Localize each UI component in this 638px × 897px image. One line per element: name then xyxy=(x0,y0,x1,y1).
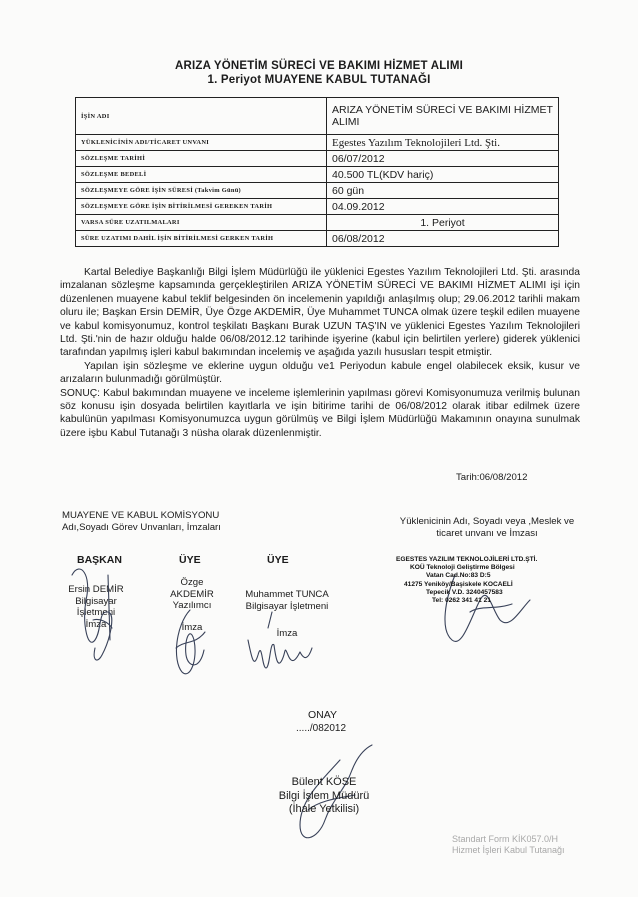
approval-date: ...../082012 xyxy=(296,723,347,734)
stamp-line: KOÜ Teknoloji Geliştirme Bölgesi xyxy=(410,564,515,572)
approval-label: ONAY xyxy=(308,709,337,721)
contractor-heading-line1: Yüklenicinin Adı, Soyadı veya ,Meslek ve xyxy=(399,516,575,527)
form-footer xyxy=(452,834,565,856)
company-stamp xyxy=(396,556,586,605)
sign-label: İmza xyxy=(276,628,298,639)
row-value: 60 gün xyxy=(327,183,559,199)
approver-title: Bilgi İşlem Müdürü xyxy=(278,789,370,802)
document-date: Tarih:06/08/2012 xyxy=(456,472,528,483)
member-title-2: İşletmeni xyxy=(76,607,116,618)
member-name: Özge xyxy=(180,577,204,588)
commission-subheading: Adı,Soyadı Görev Unvanları, İmzaları xyxy=(62,522,221,533)
row-value: 40.500 TL(KDV hariç) xyxy=(327,167,559,183)
row-key: SÖZLEŞME TARİHİ xyxy=(76,151,327,167)
document-title: ARIZA YÖNETİM SÜRECİ VE BAKIMI HİZMET ALIMI xyxy=(174,60,463,72)
member-title: Bilgisayar xyxy=(75,595,117,607)
row-value: 06/08/2012 xyxy=(327,231,559,247)
form-code: Standart Form KİK057.0/H xyxy=(452,834,559,844)
contractor-heading-line2: ticaret unvanı ve İmzası xyxy=(436,528,538,539)
row-value: 04.09.2012 xyxy=(327,199,559,215)
row-value: 06/07/2012 xyxy=(327,151,559,167)
stamp-line: EGESTES YAZILIM TEKNOLOJİLERİ LTD.ŞTİ. xyxy=(396,556,538,563)
member-name: Ersin DEMİR xyxy=(68,584,124,595)
member-surname: AKDEMİR xyxy=(170,588,214,600)
form-name: Hizmet İşleri Kabul Tutanağı xyxy=(452,845,565,855)
row-key: SÖZLEŞMEYE GÖRE İŞİN BİTİRİLMESİ GEREKEN TARİH xyxy=(76,199,327,215)
signature-member-2 xyxy=(248,612,312,668)
row-key: İŞİN ADI xyxy=(76,98,327,135)
approval-signatory xyxy=(264,776,384,817)
approver-name: Bülent KÖSE xyxy=(291,776,357,788)
sign-label: İmza xyxy=(85,618,107,630)
row-key: SÖZLEŞMEYE GÖRE İŞİN SÜRESİ (Takvim Günü) xyxy=(76,183,327,199)
role-member-2: ÜYE xyxy=(267,554,289,566)
commission-heading: MUAYENE VE KABUL KOMİSYONU xyxy=(62,510,220,521)
row-value: Egestes Yazılım Teknolojileri Ltd. Şti. xyxy=(327,135,559,151)
row-key: VARSA SÜRE UZATILMALARI xyxy=(76,215,327,231)
row-value: 1. Periyot xyxy=(327,215,559,231)
signature-chair xyxy=(72,569,112,660)
paragraph-inspection: Yapılan işin sözleşme ve eklerine uygun olduğu ve1 Periyodun kabule engel olabilecek eksik, kusur ve arızaların bulunmadığı görülmüştür. xyxy=(60,360,580,386)
role-chair: BAŞKAN xyxy=(77,554,122,566)
signature-member-1 xyxy=(176,610,205,674)
stamp-line: Tel: 0262 341 41 21 xyxy=(432,597,491,605)
approver-role: (İhale Yetkilisi) xyxy=(288,803,360,815)
member-name: Muhammet TUNCA xyxy=(245,589,329,600)
paragraph-findings: Kartal Belediye Başkanlığı Bilgi İşlem Müdürlüğü ile yüklenici Egestes Yazılım Teknolojileri Ltd. Şti. arasında imzalanan sözleşme kapsamında gerçekleştirilen ARIZA YÖNETİM SÜRECİ VE BAKIMI HİZMET ALIMI işi için düzenlenen muayene kabul teklif belgesinden ön incelemenin yapıldığı anlaşılmış olup; 29.06.2012 tarihli makam oluru ile; Başkan Ersin DEMİR, Üye Özge AKDEMİR, Üye Muhammet TUNCA olmak üzere teşkil edilen muayene ve kabul komisyonumuz, kontrol teşkilatı Başkanı Burak UZUN TAŞ'IN ve yüklenici Egestes Yazılım Teknolojileri Ltd. Şti.'nin de hazır olduğu halde 06/08/2012.12 tarihinde işyerine (kabul için belirtilen yerlere) giderek yüklenici tarafından yapılmış işleri kabul bakımından incelemiş ve aşağıda yazılı hususları tespit etmiştir. xyxy=(60,267,580,359)
sign-label: İmza xyxy=(181,621,203,633)
row-key: SÖZLEŞME BEDELİ xyxy=(76,167,327,183)
stamp-line: Tepecik V.D. 3240457583 xyxy=(426,588,503,596)
paragraph-result: SONUÇ: Kabul bakımından muayene ve inceleme işlemlerinin yapılması görevi Komisyonumuza verilmiş bulunan söz konusu işin dosyada belirtilen kayıtlarla ve işin bitirime tarihi de 06/08/2012 olarak itibar edilmek üzere kabulünün yapılması Komisyonumuzca uygun görülmüş ve Bilgi İşlem Müdürlüğü Makamının onayına sunulmak üzere işbu Kabul Tutanağı 3 nüsha olarak düzenlenmiştir. xyxy=(60,387,580,439)
stamp-line: 41275 Yeniköy/Başiskele KOCAELİ xyxy=(404,580,513,588)
row-key: YÜKLENİCİNİN ADI/TİCARET UNVANI xyxy=(76,135,327,151)
document-subtitle: 1. Periyot MUAYENE KABUL TUTANAĞI xyxy=(207,74,431,86)
member-title: Bilgisayar İşletmeni xyxy=(245,600,329,612)
row-key: SÜRE UZATIMI DAHİL İŞİN BİTİRİLMESİ GERKEN TARİH xyxy=(76,231,327,247)
member-title: Yazılımcı xyxy=(172,600,212,611)
stamp-line: Vatan Cad.No:83 D:5 xyxy=(426,572,491,580)
role-member-1: ÜYE xyxy=(179,554,201,566)
row-value: ARIZA YÖNETİM SÜRECİ VE BAKIMI HİZMET ALIMI xyxy=(327,98,559,135)
